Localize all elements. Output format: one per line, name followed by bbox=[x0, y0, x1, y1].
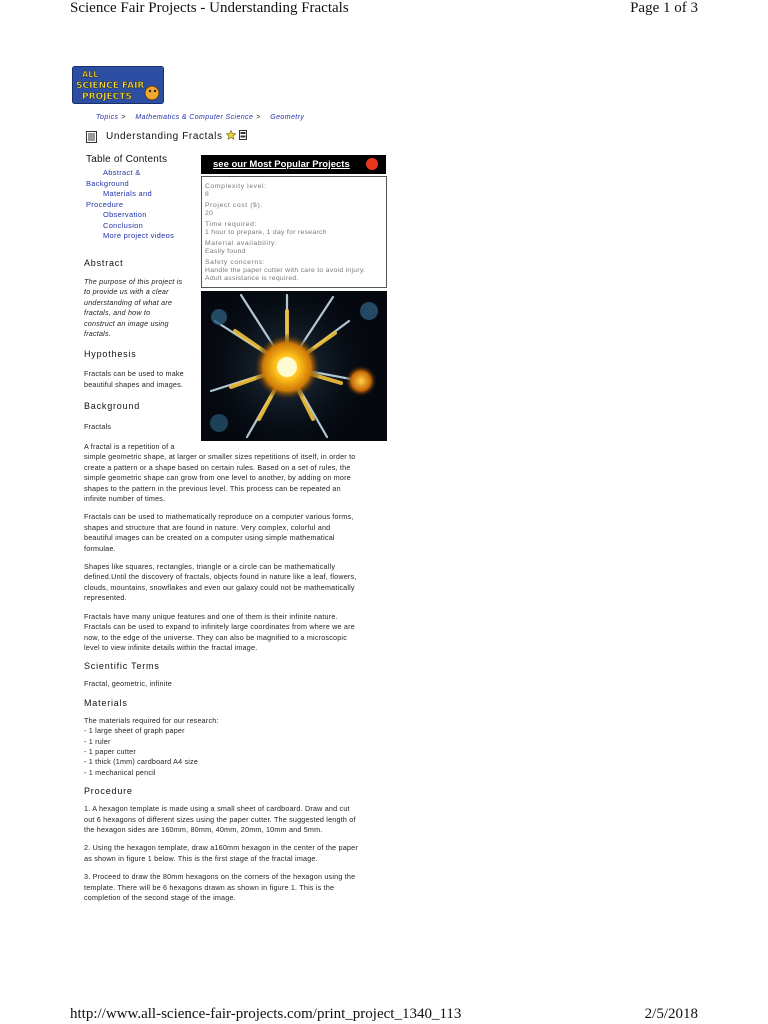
pdf-header bbox=[70, 0, 698, 18]
procedure-heading: Procedure bbox=[84, 786, 133, 797]
info-label: Complexity level: bbox=[205, 183, 267, 190]
text-line: shapes and structure that are found in nature. Very complex, colorful and bbox=[84, 522, 331, 532]
text-line: clouds, mountains, snowflakes and even our galaxy could not be mathematically bbox=[84, 582, 355, 592]
abstract-line: fractals, and how to bbox=[84, 308, 151, 318]
materials-heading: Materials bbox=[84, 697, 128, 708]
text-line: template. There will be 6 hexagons drawn as shown in figure 1. This is the bbox=[84, 882, 335, 892]
table-of-contents bbox=[86, 154, 196, 242]
hypothesis-line: beautiful shapes and images. bbox=[84, 379, 184, 389]
toc-title: Table of Contents bbox=[86, 154, 168, 165]
logo-line2: SCIENCE FAIR bbox=[76, 81, 145, 91]
source-url: http://www.all-science-fair-projects.com/print_project_1340_113 bbox=[70, 1006, 462, 1022]
text-line: now, to the edge of the universe. They can also be magnified to a microscopic bbox=[84, 632, 347, 642]
abstract-line: The purpose of this project is bbox=[84, 277, 183, 286]
info-value: Easily found bbox=[205, 248, 246, 255]
abstract-line: construct an image using bbox=[84, 318, 169, 328]
info-value: Handle the paper cutter with care to avoid injury. bbox=[205, 267, 366, 274]
toc-link-procedure[interactable]: Procedure bbox=[86, 199, 124, 209]
toc-link-observation[interactable]: Observation bbox=[103, 210, 147, 219]
list-item: - 1 mechanical pencil bbox=[84, 767, 156, 777]
text-line: infinite number of times. bbox=[84, 494, 166, 504]
toc-link-materials[interactable]: Materials and bbox=[103, 189, 152, 198]
text-line: 1. A hexagon template is made using a small sheet of cardboard. Draw and cut bbox=[84, 804, 350, 814]
background-heading: Background bbox=[84, 401, 141, 412]
list-item: - 1 large sheet of graph paper bbox=[84, 726, 185, 736]
list-item: - 1 ruler bbox=[84, 736, 111, 746]
page-title: Understanding Fractals bbox=[106, 131, 223, 143]
background-paragraph bbox=[84, 562, 394, 604]
text-line: the hexagon sides are 160mm, 80mm, 40mm, 20mm, 10mm and 5mm. bbox=[84, 824, 323, 834]
info-cost bbox=[205, 202, 386, 218]
info-value: 20 bbox=[205, 210, 214, 217]
info-safety bbox=[205, 259, 386, 283]
background-subheading: Fractals bbox=[84, 422, 112, 432]
site-logo[interactable] bbox=[72, 66, 164, 104]
text-line: defined.Until the discovery of fractals, objects found in nature like a leaf, flowers, bbox=[84, 572, 357, 582]
info-complexity bbox=[205, 183, 386, 199]
toc-link-background[interactable]: Background bbox=[86, 178, 130, 188]
left-column bbox=[84, 258, 196, 433]
text-line: level to view infinite details within the fractal image. bbox=[84, 642, 258, 652]
logo-line1: ALL bbox=[82, 70, 99, 79]
list-item: - 1 thick (1mm) cardboard A4 size bbox=[84, 757, 199, 767]
popular-projects-label[interactable]: see our Most Popular Projects bbox=[213, 159, 350, 170]
text-line: out 6 hexagons of different sizes using the paper cutter. The suggested length of bbox=[84, 814, 356, 824]
scientific-terms-heading: Scientific Terms bbox=[84, 661, 160, 672]
text-line: Fractals can be used to mathematically reproduce on a computer various forms, bbox=[84, 512, 354, 522]
info-label: Safety concerns: bbox=[205, 259, 266, 266]
abstract-line: to provide us with a clear bbox=[84, 287, 169, 297]
text-line: A fractal is a repetition of a bbox=[84, 442, 175, 451]
breadcrumb bbox=[96, 114, 304, 121]
materials-intro: The materials required for our research: bbox=[84, 715, 219, 725]
text-line: as shown in figure 1 below. This is the first stage of the fractal image. bbox=[84, 853, 318, 863]
breadcrumb-topics[interactable]: Topics bbox=[96, 114, 119, 121]
breadcrumb-separator: > bbox=[121, 114, 126, 121]
abstract-heading: Abstract bbox=[84, 258, 124, 268]
materials-list bbox=[84, 716, 394, 778]
page-number: Page 1 of 3 bbox=[630, 0, 698, 16]
toc-link-conclusion[interactable]: Conclusion bbox=[103, 220, 144, 230]
info-label: Time required: bbox=[205, 221, 257, 228]
arrow-badge-icon bbox=[366, 158, 378, 170]
background-paragraph bbox=[84, 442, 394, 504]
text-line: simple geometric shape can grow from one level to another, by adding on more bbox=[84, 473, 351, 483]
text-line: shapes to the pattern in the previous level. This process can be repeated an bbox=[84, 483, 341, 493]
text-line: 2. Using the hexagon template, draw a160mm hexagon in the center of the paper bbox=[84, 843, 358, 853]
background-paragraph bbox=[84, 612, 394, 654]
text-line: Fractals can be used to expand to infinitely large coordinates from where we are bbox=[84, 622, 355, 632]
scientific-terms-text: Fractal, geometric, infinite bbox=[84, 679, 172, 689]
breadcrumb-geometry[interactable]: Geometry bbox=[270, 114, 305, 121]
abstract-line: fractals. bbox=[84, 329, 111, 339]
page-title-row bbox=[86, 130, 247, 144]
info-value: 8 bbox=[205, 191, 210, 198]
hypothesis-line: Fractals can be used to make bbox=[84, 369, 184, 379]
star-icon[interactable] bbox=[226, 130, 236, 143]
pdf-header-title: Science Fair Projects - Understanding Fractals bbox=[70, 0, 349, 16]
procedure-step bbox=[84, 843, 394, 864]
text-line: represented. bbox=[84, 593, 127, 603]
text-line: Shapes like squares, rectangles, triangle or a circle can be mathematically bbox=[84, 562, 336, 572]
popular-projects-banner[interactable] bbox=[201, 155, 386, 174]
logo-line3: PROJECTS bbox=[82, 92, 132, 102]
print-date: 2/5/2018 bbox=[644, 1006, 698, 1022]
procedure-step bbox=[84, 804, 394, 835]
list-item: - 1 paper cutter bbox=[84, 746, 136, 756]
breadcrumb-math-cs[interactable]: Mathematics & Computer Science bbox=[135, 114, 254, 121]
info-label: Project cost ($): bbox=[205, 202, 263, 209]
text-line: Fractals have many unique features and one of them is their infinite nature. bbox=[84, 611, 338, 621]
info-value: Adult assistance is required. bbox=[205, 275, 299, 282]
toc-link-abstract[interactable]: Abstract & bbox=[103, 168, 141, 177]
text-line: create a pattern or a shape based on certain rules. Based on a set of rules, the bbox=[84, 462, 351, 472]
info-value: 1 hour to prepare, 1 day for research bbox=[205, 229, 327, 236]
project-info-box bbox=[201, 176, 387, 288]
abstract-line: understanding of what are bbox=[84, 297, 173, 307]
text-line: formulae. bbox=[84, 543, 116, 553]
article-body bbox=[84, 442, 394, 911]
document-icon bbox=[86, 131, 97, 143]
breadcrumb-separator: > bbox=[256, 114, 261, 121]
hypothesis-text bbox=[84, 369, 196, 390]
background-paragraph bbox=[84, 512, 394, 554]
text-line: beautiful images can be created on a computer using simple mathematical bbox=[84, 533, 335, 543]
text-line: 3. Proceed to draw the 80mm hexagons on the corners of the hexagon using the bbox=[84, 872, 356, 882]
info-material bbox=[205, 240, 386, 256]
abstract-text bbox=[84, 277, 196, 339]
toc-link-videos[interactable]: More project videos bbox=[103, 231, 175, 240]
info-time bbox=[205, 221, 386, 237]
hypothesis-heading: Hypothesis bbox=[84, 349, 137, 360]
text-line: completion of the second stage of the image. bbox=[84, 893, 236, 902]
print-icon[interactable] bbox=[239, 130, 247, 143]
fractal-image bbox=[201, 291, 387, 441]
info-label: Material availability: bbox=[205, 240, 278, 247]
procedure-step bbox=[84, 872, 394, 903]
pdf-footer bbox=[70, 1006, 698, 1024]
text-line: simple geometric shape, at larger or smaller sizes repetitions of itself, in order to bbox=[84, 452, 356, 462]
